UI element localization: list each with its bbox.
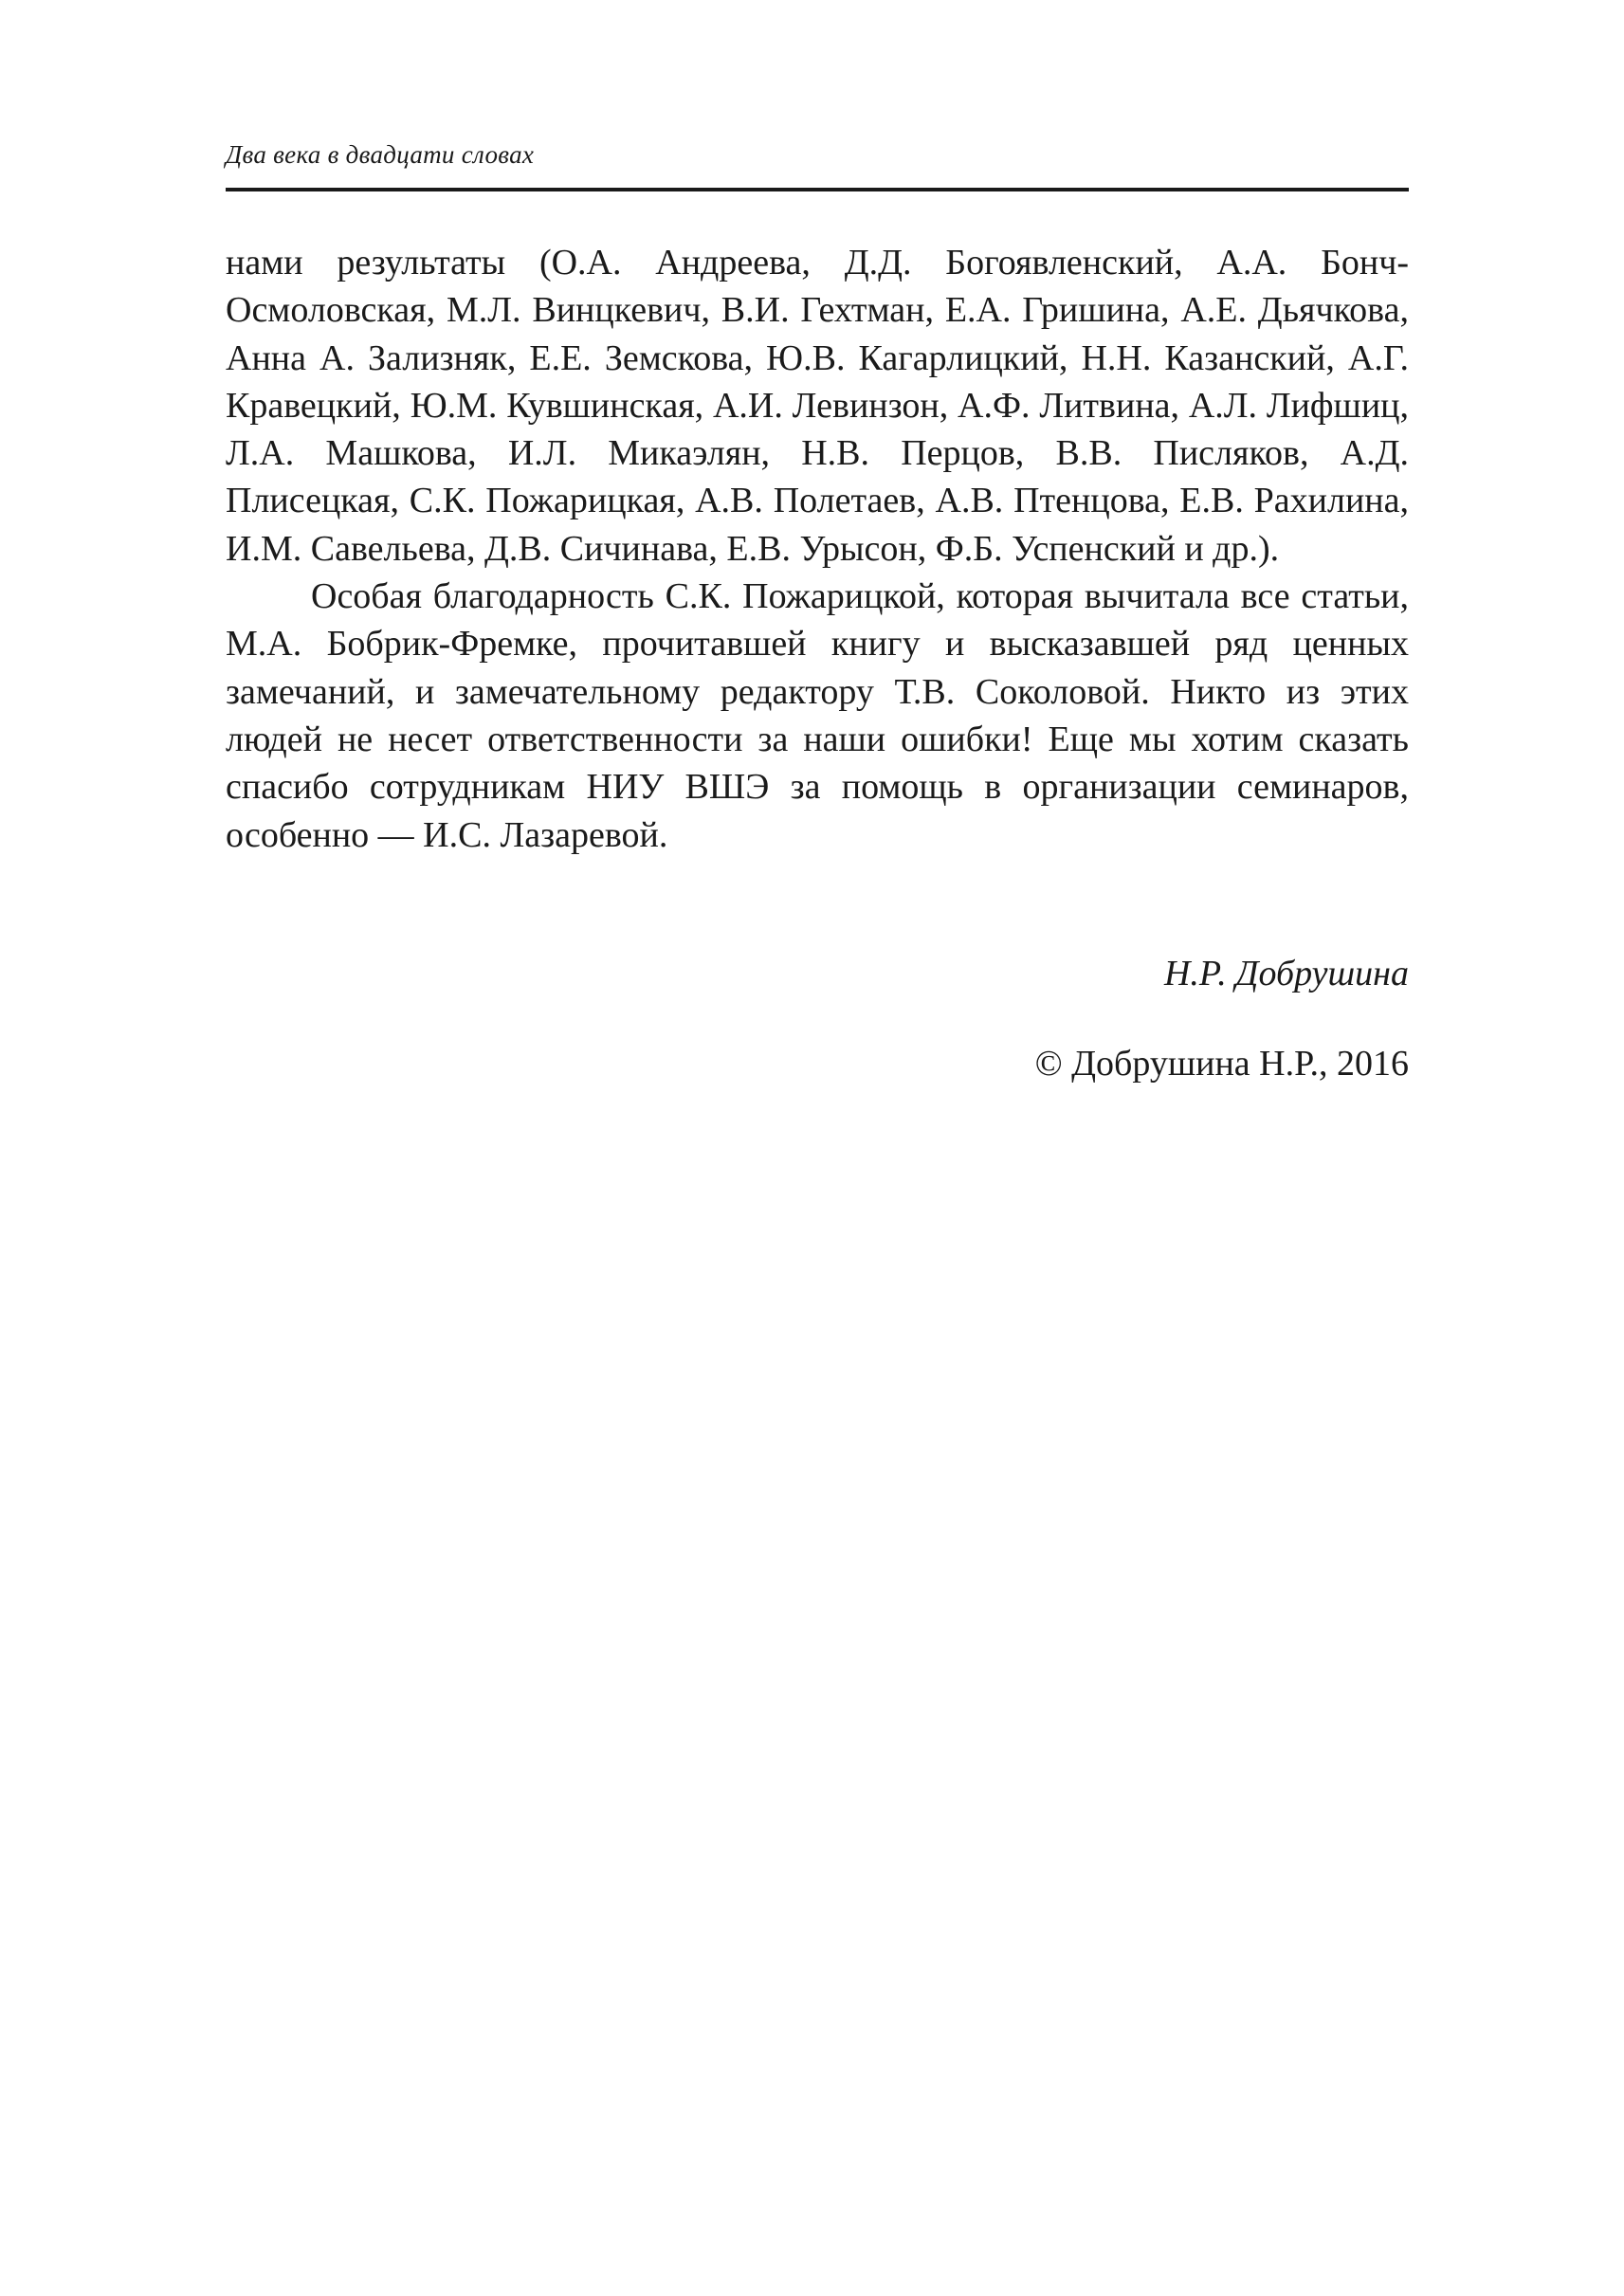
running-head: Два века в двадцати словах — [226, 140, 535, 169]
body-text — [226, 239, 1409, 859]
paragraph-acknowledgements: Особая благодарность С.К. Пожарицкой, которая вычитала все статьи, М.А. Бобрик-Фремке, прочитавшей книгу и высказавшей ряд ценных замечаний, и замечательному редактору Т.В. Соколовой. Никто из этих людей не несет ответственности за наши ошибки! Еще мы хотим сказать спасибо сотрудникам НИУ ВШЭ за помощь в организации семинаров, особенно — И.С. Лазаревой. — [226, 576, 1409, 855]
header-rule — [226, 188, 1409, 191]
author-signature: Н.Р. Добрушина — [1163, 954, 1409, 993]
copyright-notice: © Добрушина Н.Р., 2016 — [1034, 1044, 1409, 1084]
paragraph-contributors: нами результаты (О.А. Андреева, Д.Д. Богоявленский, А.А. Бонч-Осмоловская, М.Л. Винцкевич, В.И. Гехтман, Е.А. Гришина, А.Е. Дьячкова, Анна А. Зализняк, Е.Е. Земскова, Ю.В. Кагарлицкий, Н.Н. Казанский, А.Г. Кравецкий, Ю.М. Кувшинская, А.И. Левинзон, А.Ф. Литвина, А.Л. Лифшиц, Л.А. Машкова, И.Л. Микаэлян, Н.В. Перцов, В.В. Писляков, А.Д. Плисецкая, С.К. Пожарицкая, А.В. Полетаев, А.В. Птенцова, Е.В. Рахилина, И.М. Савельева, Д.В. Сичинава, Е.В. Урысон, Ф.Б. Успенский и др.). — [226, 243, 1409, 569]
